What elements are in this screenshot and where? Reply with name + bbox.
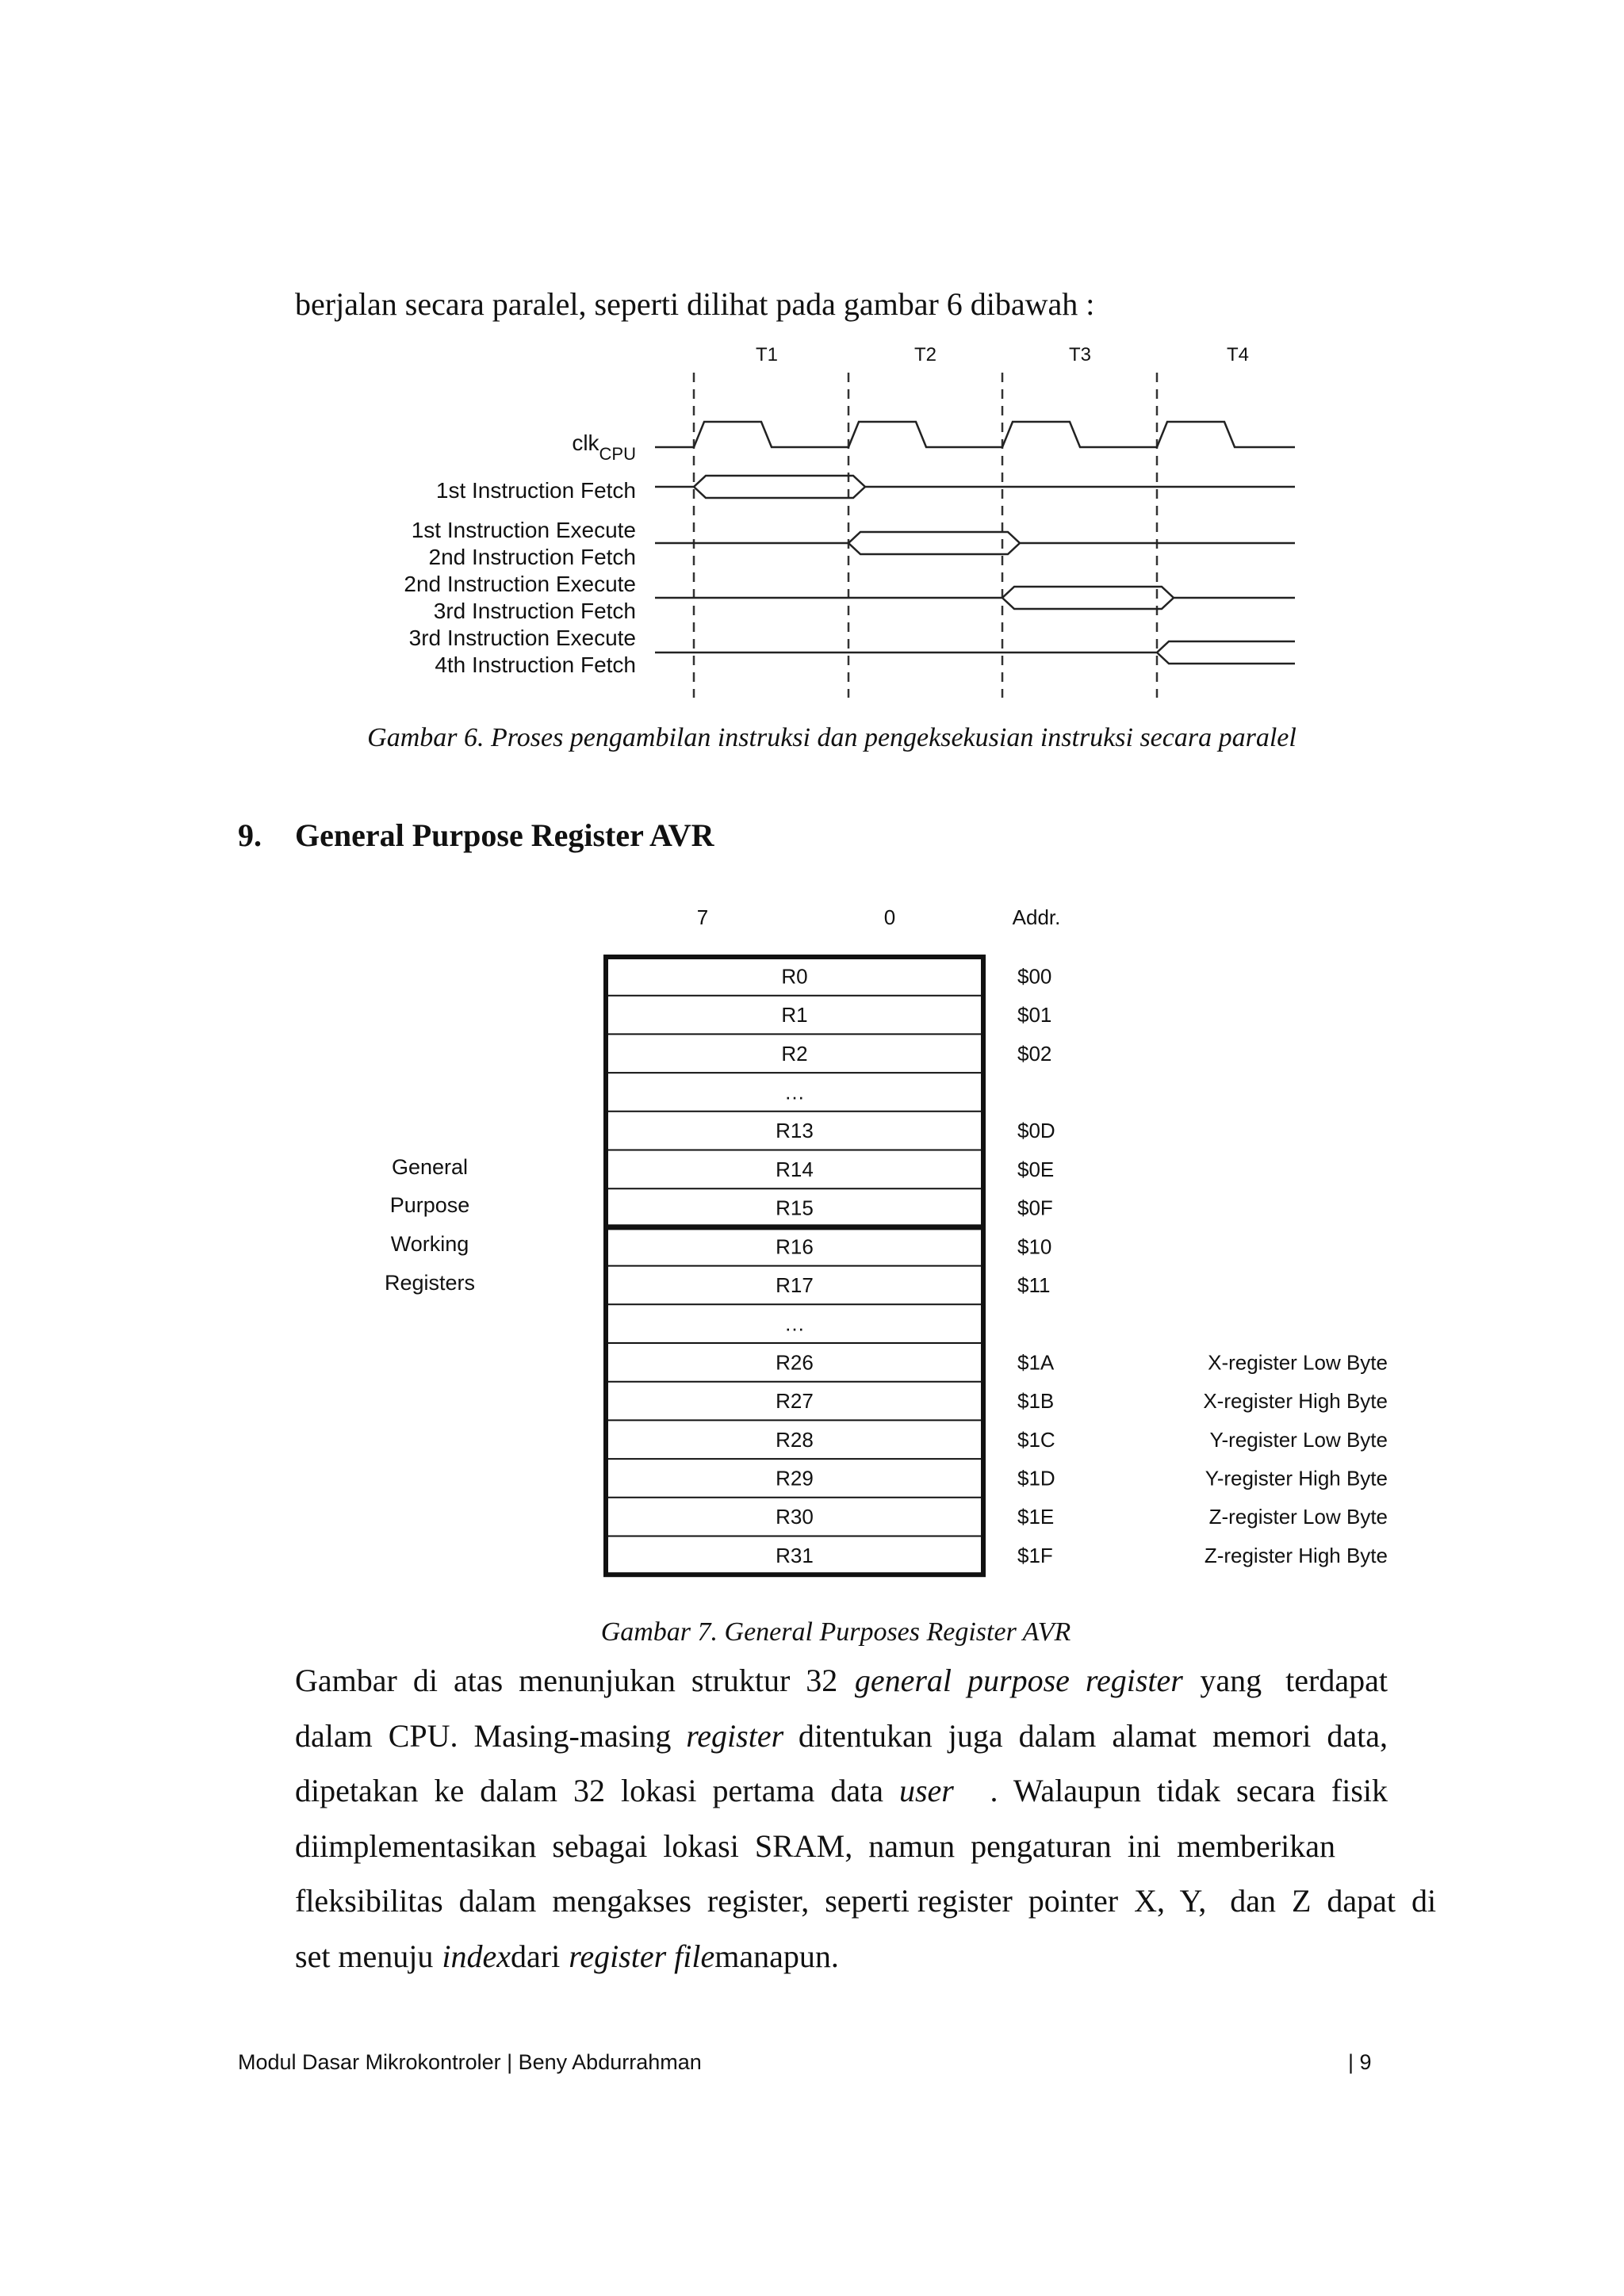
signal-label: 1st Instruction Execute [411, 518, 636, 542]
register-row [606, 1459, 1388, 1490]
register-name: R27 [776, 1389, 814, 1414]
text-run: diimplementasikan sebagai lokasi SRAM, namun pengaturan ini memberikan [295, 1827, 1335, 1864]
period-dividers [694, 373, 1157, 698]
register-note: Z-register Low Byte [1208, 1505, 1388, 1529]
period-label: T3 [1068, 344, 1092, 365]
text-run: yang terdapat [1200, 1663, 1388, 1698]
register-address: $1A [1017, 1350, 1055, 1375]
register-row [606, 1498, 1388, 1529]
register-address: $11 [1017, 1272, 1051, 1297]
register-name: R29 [776, 1466, 814, 1490]
register-row [606, 1304, 983, 1335]
text-run: manapun. [714, 1938, 839, 1974]
clock-label: clk$_{CPU}$ [572, 430, 636, 464]
register-name: R28 [776, 1427, 814, 1452]
register-name: R14 [776, 1157, 814, 1181]
signal-labels [404, 430, 636, 677]
register-name: R31 [776, 1543, 814, 1567]
figure6-caption: Gambar 6. Proses pengambilan instruksi dan pengeksekusian instruksi secara paralel [367, 723, 1297, 752]
paragraph-line [295, 1659, 1388, 1714]
text-run: dalam CPU. Masing-masing [295, 1717, 672, 1754]
text-run-italic: register file [569, 1938, 715, 1974]
paragraph-line [295, 1824, 1388, 1880]
register-note: Y-register High Byte [1205, 1466, 1388, 1490]
register-note: Z-register High Byte [1204, 1543, 1388, 1567]
register-address: $0F [1017, 1196, 1053, 1220]
period-label: T2 [914, 344, 937, 365]
signal-label: 1st Instruction Fetch [435, 478, 636, 503]
register-note: X-register High Byte [1203, 1389, 1388, 1414]
register-name: R15 [776, 1196, 814, 1220]
paragraph-line [295, 1879, 1437, 1934]
text-run: set menuju [295, 1938, 434, 1974]
register-row [606, 1073, 983, 1104]
register-name: R1 [781, 1003, 808, 1027]
register-grid [606, 957, 1388, 1585]
register-row [606, 1188, 1053, 1219]
register-address: $01 [1017, 1003, 1052, 1027]
text-run-italic: index [442, 1938, 511, 1974]
text-run: ditentukan juga dalam alamat memori data, [798, 1717, 1388, 1754]
section-heading [238, 817, 714, 854]
register-name: R0 [781, 964, 808, 989]
figure7-caption: Gambar 7. General Purposes Register AVR [600, 1617, 1071, 1647]
period-label: T1 [755, 344, 779, 365]
register-address: $0E [1017, 1157, 1055, 1181]
text-run: . Walaupun tidak secara fisik [990, 1773, 1388, 1808]
intro-text: berjalan secara paralel, seperti dilihat pada gambar 6 dibawah : [295, 286, 1095, 322]
register-name: … [784, 1080, 805, 1104]
fetch4-waveform [655, 641, 1295, 664]
register-address: $1B [1017, 1389, 1055, 1414]
side-label-line: General [391, 1155, 469, 1179]
register-address: $02 [1017, 1041, 1052, 1066]
side-label-line: Purpose [389, 1193, 470, 1217]
text-run-italic: general purpose register [854, 1663, 1183, 1698]
paragraph-line [295, 1934, 1388, 1990]
body-paragraph [295, 1659, 1437, 1989]
register-note: Y-register Low Byte [1209, 1427, 1388, 1452]
signal-label: 3rd Instruction Execute [408, 626, 636, 650]
register-name: R30 [776, 1505, 814, 1529]
register-note: X-register Low Byte [1208, 1350, 1388, 1375]
fetch3-waveform [655, 587, 1295, 609]
addr-header: Addr. [1012, 905, 1061, 929]
paragraph-line [295, 1769, 1388, 1824]
text-run-italic: user [898, 1773, 954, 1808]
side-label [385, 1155, 475, 1295]
side-label-line: Registers [384, 1271, 476, 1295]
register-name: R16 [776, 1234, 814, 1259]
register-address: $00 [1017, 964, 1052, 989]
register-table-frame [606, 957, 1340, 1585]
bit-high-label: 7 [696, 905, 709, 929]
text-run: fleksibilitas dalam mengakses register, seperti register pointer X, Y, dan Z dapat di [295, 1883, 1437, 1919]
clock-waveform [655, 422, 1295, 447]
paragraph-line [295, 1714, 1388, 1770]
period-labels [756, 344, 1249, 365]
register-row [606, 1150, 1054, 1181]
timing-diagram [365, 339, 1348, 712]
register-name: … [784, 1311, 805, 1336]
register-row [606, 1382, 1388, 1413]
signal-label: 4th Instruction Fetch [435, 652, 636, 677]
register-address: $1C [1017, 1427, 1055, 1452]
register-row [606, 1343, 1388, 1374]
register-address: $0D [1017, 1119, 1055, 1143]
section-number: 9. [238, 817, 262, 853]
register-address: $1D [1017, 1466, 1055, 1490]
register-address: $1F [1017, 1543, 1053, 1567]
fetch1-waveform [655, 476, 1295, 498]
text-run: Gambar di atas menunjukan struktur 32 [295, 1663, 838, 1698]
section-title: General Purpose Register AVR [295, 817, 714, 853]
register-name: R17 [776, 1272, 814, 1297]
register-row [606, 1536, 1388, 1567]
bit-low-label: 0 [883, 905, 896, 929]
register-row [606, 1112, 1055, 1142]
register-name: R13 [776, 1119, 814, 1143]
register-address: $1E [1017, 1505, 1055, 1529]
signal-label: 3rd Instruction Fetch [433, 599, 636, 623]
signal-label: 2nd Instruction Fetch [428, 545, 636, 569]
fetch2-waveform [655, 532, 1295, 554]
text-run: dari [511, 1938, 561, 1974]
side-label-line: Working [390, 1232, 469, 1256]
page-number: | 9 [1348, 2050, 1372, 2074]
register-file-diagram [357, 896, 1404, 1594]
register-row [606, 1420, 1388, 1451]
footer-title: Modul Dasar Mikrokontroler | Beny Abdurrahman [238, 2050, 702, 2074]
signal-label: 2nd Instruction Execute [404, 572, 636, 596]
text-group [295, 1769, 954, 1824]
register-name: R26 [776, 1350, 814, 1375]
text-run: dipetakan ke dalam 32 lokasi pertama data [295, 1773, 883, 1808]
period-label: T4 [1226, 344, 1250, 365]
register-row [781, 964, 1051, 988]
register-name: R2 [781, 1041, 808, 1066]
register-address: $10 [1017, 1234, 1052, 1259]
text-run-italic: register [686, 1717, 784, 1754]
